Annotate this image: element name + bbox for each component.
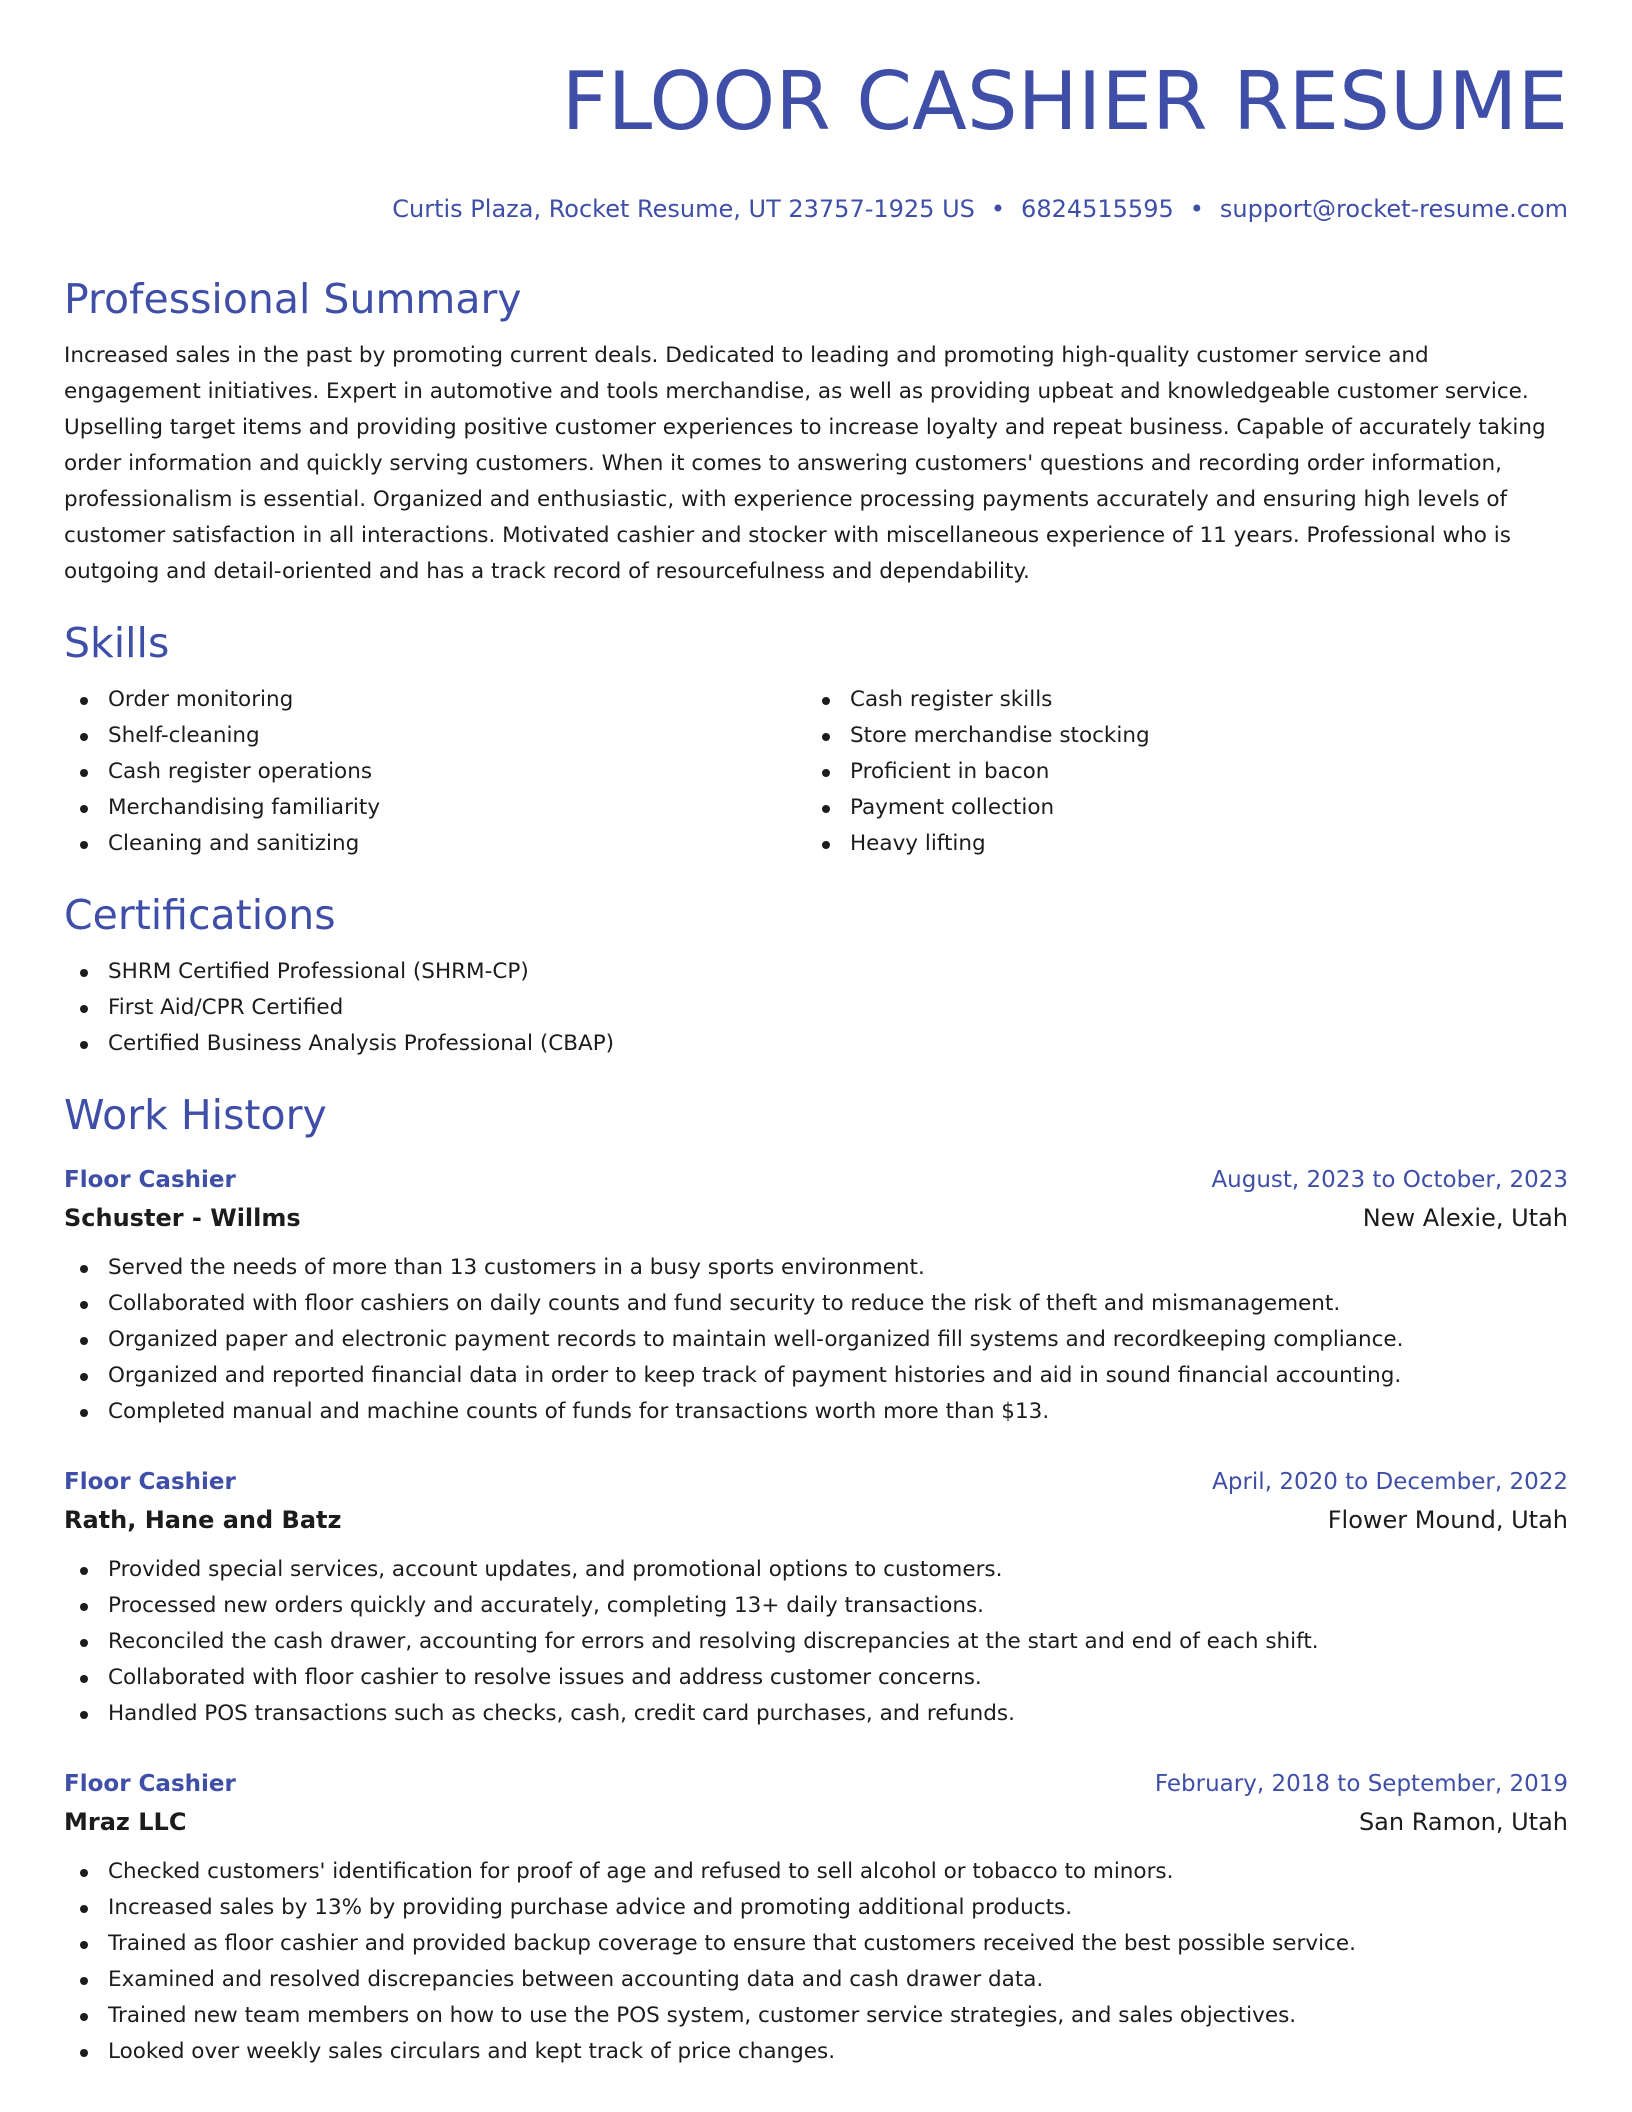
skills-grid: [64, 682, 1568, 862]
skill-label: Payment collection: [850, 795, 1055, 820]
job-bullet-text: Processed new orders quickly and accurately, completing 13+ daily transactions.: [108, 1593, 985, 1618]
bullet-icon: [80, 1941, 88, 1949]
contact-separator: •: [990, 195, 1006, 223]
job-header-row: [64, 1464, 1568, 1500]
job-bullet: [64, 1926, 1568, 1962]
job-bullet-text: Examined and resolved discrepancies between accounting data and cash drawer data.: [108, 1967, 1044, 1992]
job-bullet: [64, 1696, 1568, 1732]
job-bullet-text: Checked customers' identification for proof of age and refused to sell alcohol or tobacco to minors.: [108, 1859, 1174, 1884]
bullet-icon: [80, 1265, 88, 1273]
job-bullet: [64, 1286, 1568, 1322]
job-title: Floor Cashier: [64, 1469, 236, 1495]
bullet-icon: [80, 969, 88, 977]
job-bullets: [64, 1552, 1568, 1732]
job-company-row: [64, 1198, 1568, 1238]
job-header-row: [64, 1766, 1568, 1802]
certification-item: [64, 990, 1568, 1026]
job-dates: April, 2020 to December, 2022: [1212, 1469, 1568, 1495]
bullet-icon: [80, 1337, 88, 1345]
bullet-icon: [80, 841, 88, 849]
job-bullet: [64, 2034, 1568, 2070]
bullet-icon: [80, 769, 88, 777]
skill-label: Store merchandise stocking: [850, 723, 1150, 748]
bullet-icon: [80, 1301, 88, 1309]
bullet-icon: [80, 733, 88, 741]
job-bullet: [64, 1854, 1568, 1890]
job-bullet: [64, 1624, 1568, 1660]
skills-column-right: [806, 682, 1548, 862]
job-title: Floor Cashier: [64, 1771, 236, 1797]
skill-item: [806, 682, 1548, 718]
bullet-icon: [822, 697, 830, 705]
contact-email: support@rocket-resume.com: [1219, 195, 1568, 223]
job-bullet-text: Handled POS transactions such as checks, cash, credit card purchases, and refunds.: [108, 1701, 1015, 1726]
resume-page: [64, 0, 1568, 2070]
certification-item: [64, 954, 1568, 990]
bullet-icon: [80, 1603, 88, 1611]
job-bullet-text: Served the needs of more than 13 customers in a busy sports environment.: [108, 1255, 925, 1280]
job-bullet-text: Organized paper and electronic payment records to maintain well-organized fill systems and recordkeeping compliance.: [108, 1327, 1404, 1352]
certifications-heading: Certifications: [64, 891, 336, 939]
contact-line: [64, 194, 1568, 224]
bullet-icon: [80, 2013, 88, 2021]
skill-item: [64, 790, 806, 826]
certification-label: SHRM Certified Professional (SHRM-CP): [108, 959, 529, 984]
certification-item: [64, 1026, 1568, 1062]
bullet-icon: [80, 1711, 88, 1719]
skills-heading: Skills: [64, 619, 170, 667]
bullet-icon: [80, 1977, 88, 1985]
bullet-icon: [80, 1373, 88, 1381]
job-bullet-text: Reconciled the cash drawer, accounting for errors and resolving discrepancies at the start and end of each shift.: [108, 1629, 1319, 1654]
skill-label: Proficient in bacon: [850, 759, 1050, 784]
certification-label: First Aid/CPR Certified: [108, 995, 344, 1020]
skill-label: Cleaning and sanitizing: [108, 831, 360, 856]
job-location: New Alexie, Utah: [1362, 1204, 1568, 1232]
job-bullet-text: Increased sales by 13% by providing purchase advice and promoting additional products.: [108, 1895, 1073, 1920]
job-company-row: [64, 1500, 1568, 1540]
job-entry: [64, 1766, 1568, 2070]
skill-label: Heavy lifting: [850, 831, 986, 856]
job-location: San Ramon, Utah: [1358, 1808, 1568, 1836]
certification-label: Certified Business Analysis Professional (CBAP): [108, 1031, 615, 1056]
bullet-icon: [822, 841, 830, 849]
job-bullet-text: Collaborated with floor cashiers on daily counts and fund security to reduce the risk of theft and mismanagement.: [108, 1291, 1341, 1316]
skill-item: [806, 718, 1548, 754]
bullet-icon: [80, 1567, 88, 1575]
bullet-icon: [80, 1041, 88, 1049]
job-bullet: [64, 1358, 1568, 1394]
job-company: Mraz LLC: [64, 1808, 187, 1836]
skill-item: [64, 718, 806, 754]
job-bullet: [64, 1552, 1568, 1588]
job-bullets: [64, 1250, 1568, 1430]
job-bullet: [64, 1588, 1568, 1624]
job-bullet-text: Trained new team members on how to use the POS system, customer service strategies, and sales objectives.: [108, 2003, 1297, 2028]
skill-label: Cash register operations: [108, 759, 373, 784]
bullet-icon: [80, 697, 88, 705]
job-bullet-text: Trained as floor cashier and provided backup coverage to ensure that customers received the best possible service.: [108, 1931, 1356, 1956]
bullet-icon: [80, 1905, 88, 1913]
job-bullet: [64, 1890, 1568, 1926]
bullet-icon: [80, 1005, 88, 1013]
job-bullet-text: Provided special services, account updates, and promotional options to customers.: [108, 1557, 1003, 1582]
skill-item: [806, 826, 1548, 862]
skill-item: [64, 682, 806, 718]
work-history-heading: Work History: [64, 1091, 327, 1139]
contact-address: Curtis Plaza, Rocket Resume, UT 23757-1925 US: [392, 195, 975, 223]
bullet-icon: [80, 1675, 88, 1683]
skill-label: Order monitoring: [108, 687, 294, 712]
skill-label: Shelf-cleaning: [108, 723, 260, 748]
bullet-icon: [822, 769, 830, 777]
skill-label: Cash register skills: [850, 687, 1053, 712]
skills-column-left: [64, 682, 806, 862]
job-bullets: [64, 1854, 1568, 2070]
skill-item: [64, 826, 806, 862]
job-company: Rath, Hane and Batz: [64, 1506, 342, 1534]
job-bullet: [64, 1998, 1568, 2034]
bullet-icon: [80, 1869, 88, 1877]
job-entry: [64, 1464, 1568, 1732]
job-bullet: [64, 1962, 1568, 1998]
job-bullet: [64, 1660, 1568, 1696]
bullet-icon: [80, 1639, 88, 1647]
skill-item: [806, 790, 1548, 826]
job-header-row: [64, 1162, 1568, 1198]
job-title: Floor Cashier: [64, 1167, 236, 1193]
bullet-icon: [80, 2049, 88, 2057]
bullet-icon: [80, 1409, 88, 1417]
skill-item: [806, 754, 1548, 790]
skill-item: [64, 754, 806, 790]
skill-label: Merchandising familiarity: [108, 795, 381, 820]
contact-separator: •: [1189, 195, 1204, 223]
contact-phone: 6824515595: [1021, 195, 1174, 223]
bullet-icon: [80, 805, 88, 813]
bullet-icon: [822, 733, 830, 741]
job-dates: August, 2023 to October, 2023: [1211, 1167, 1568, 1193]
job-dates: February, 2018 to September, 2019: [1154, 1771, 1568, 1797]
job-entry: [64, 1162, 1568, 1430]
job-bullet-text: Looked over weekly sales circulars and kept track of price changes.: [108, 2039, 836, 2064]
resume-title: FLOOR CASHIER RESUME: [561, 55, 1568, 148]
job-bullet: [64, 1322, 1568, 1358]
job-location: Flower Mound, Utah: [1327, 1506, 1568, 1534]
job-bullet: [64, 1394, 1568, 1430]
summary-heading: Professional Summary: [64, 275, 522, 323]
job-company: Schuster - Willms: [64, 1204, 301, 1232]
job-bullet-text: Collaborated with floor cashier to resolve issues and address customer concerns.: [108, 1665, 982, 1690]
job-bullet: [64, 1250, 1568, 1286]
job-bullet-text: Completed manual and machine counts of funds for transactions worth more than $13.: [108, 1399, 1050, 1424]
certifications-list: [64, 954, 1568, 1062]
bullet-icon: [822, 805, 830, 813]
job-bullet-text: Organized and reported financial data in order to keep track of payment histories and aid in sound financial accounting.: [108, 1363, 1402, 1388]
job-company-row: [64, 1802, 1568, 1842]
summary-text: Increased sales in the past by promoting current deals. Dedicated to leading and promoting high-quality customer service and engagement initiatives. Expert in automotive and tools merchandise, as well as providing upbeat and knowledgeable customer service. Upselling target items and providing positive customer experiences to increase loyalty and repeat business. Capable of accurately taking order information and quickly serving customers. When it comes to answering customers' questions and recording order information, professionalism is essential. Organized and enthusiastic, with experience processing payments accurately and ensuring high levels of customer satisfaction in all interactions. Motivated cashier and stocker with miscellaneous experience of 11 years. Professional who is outgoing and detail-oriented and has a track record of resourcefulness and dependability.: [64, 343, 1546, 584]
